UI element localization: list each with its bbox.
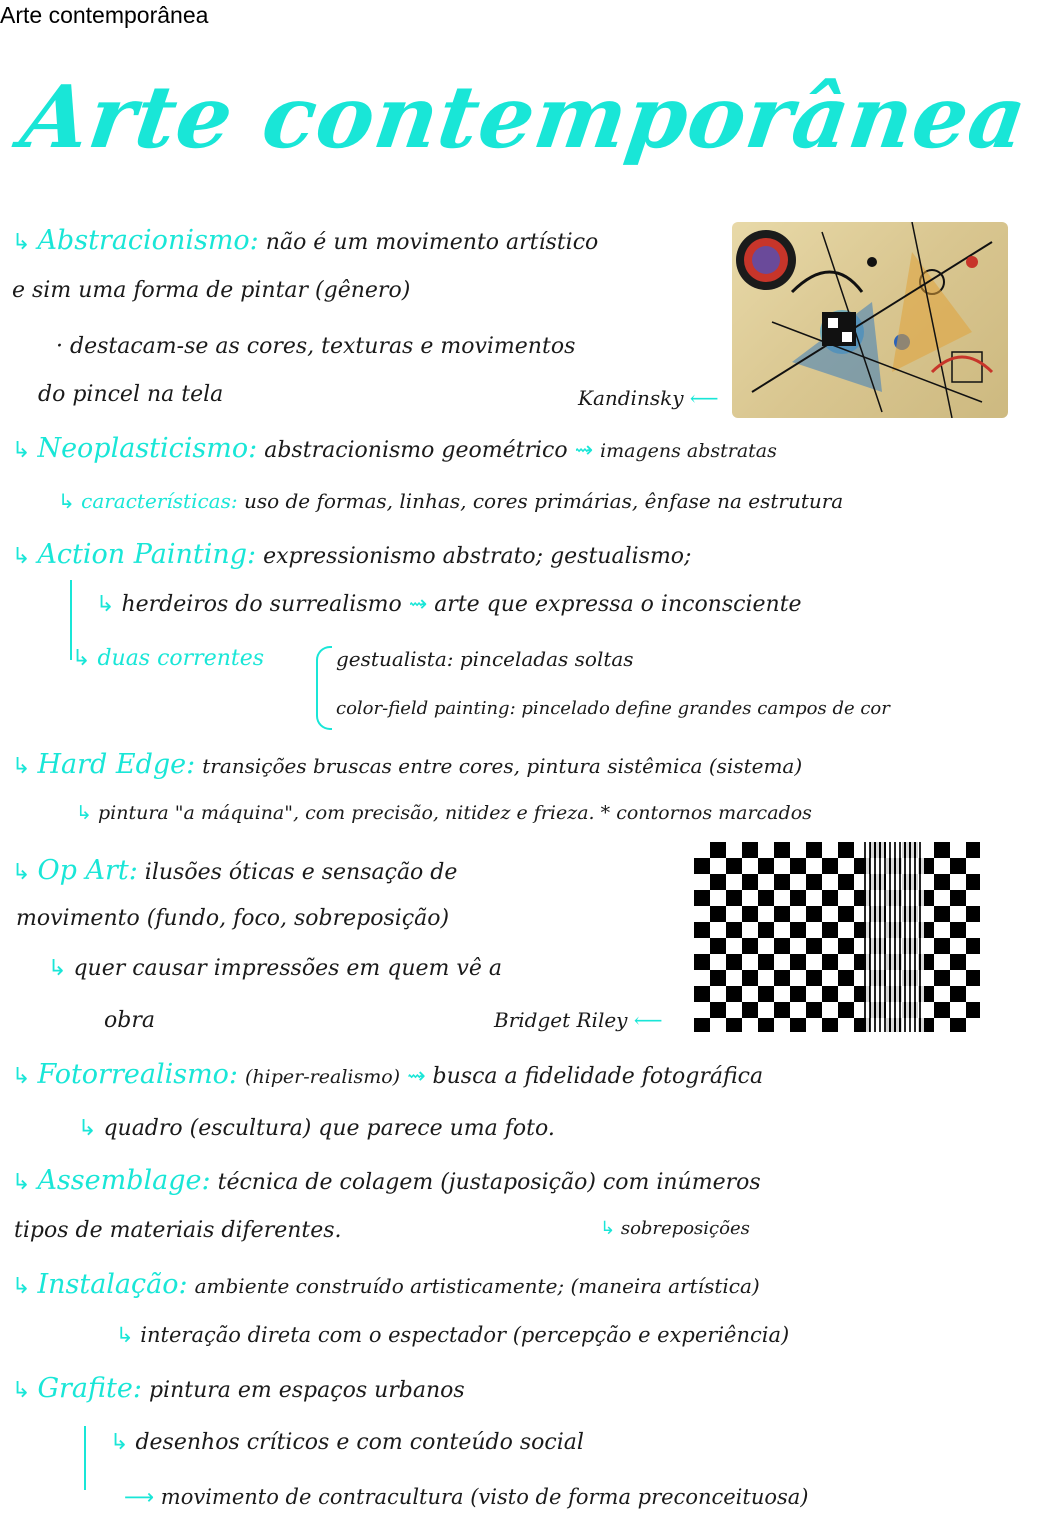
abstracionismo-text-4: do pincel na tela [38,382,224,407]
action-text-2b: arte que expressa o inconsciente [434,592,802,617]
op-text-3: quer causar impressões em quem vê a [73,956,502,981]
grafite-line-2 [110,1428,584,1458]
neoplasticismo-text-1b: imagens abstratas [600,440,777,462]
hard-text-2b: * contornos marcados [600,802,812,824]
op-text-1: ilusões óticas e sensação de [144,860,458,885]
arrow-icon: ↳ [78,1116,97,1141]
arrow-icon: ↳ [96,592,115,617]
action-line-2 [96,590,802,620]
assemblage-note-text: sobreposições [620,1218,750,1239]
neoplasticismo-line-2 [58,486,843,516]
kandinsky-painting-svg [732,222,1008,418]
foto-line-1 [12,1060,763,1092]
foto-text-2: quadro (escultura) que parece uma foto. [103,1116,555,1141]
abstracionismo-text-1: não é um movimento artístico [265,230,599,255]
brace-icon [316,646,332,730]
abstracionismo-text-3: · destacam-se as cores, texturas e movimentos [56,334,576,359]
abstracionismo-text-2: e sim uma forma de pintar (gênero) [12,278,411,303]
assemblage-note [600,1214,750,1244]
op-line-2 [16,904,449,934]
op-line-4 [104,1006,155,1036]
arrow-icon: ↳ [600,1218,616,1239]
instalacao-text-1: ambiente construído artisticamente; (maneira artística) [194,1274,760,1298]
topic-instalacao: Instalação: [37,1269,188,1300]
hard-text-1: transições bruscas entre cores, pintura sistêmica (sistema) [202,754,803,778]
op-text-2: movimento (fundo, foco, sobreposição) [16,906,450,931]
bracket-line [84,1426,86,1490]
left-arrow-icon: ⟵ [689,386,719,410]
arrow-icon: ↳ [58,489,75,513]
neoplasticismo-line-1 [12,434,777,466]
squiggle-arrow-icon: ⇝ [407,1064,426,1089]
instalacao-text-2: interação direta com o espectador (percepção e experiência) [140,1323,790,1347]
page-title: Arte contemporânea [15,67,1033,168]
instalacao-line-2 [116,1320,789,1350]
arrow-icon: ↳ [76,802,92,824]
grafite-text-1: pintura em espaços urbanos [148,1378,465,1403]
topic-neoplasticismo: Neoplasticismo: [37,433,258,464]
topic-abstracionismo: Abstracionismo: [37,225,259,256]
foto-line-2 [78,1114,555,1144]
topic-grafite: Grafite: [37,1373,142,1404]
arrow-icon: ↳ [12,1378,31,1403]
neoplasticismo-text-2: uso de formas, linhas, cores primárias, ênfase na estrutura [243,489,844,513]
action-line-3 [72,644,264,674]
action-text-4: color-field painting: pincelado define grandes campos de cor [336,698,890,719]
caption-kandinsky: Kandinsky ⟵ [578,386,719,410]
hard-text-2: pintura "a máquina", com precisão, nitidez e frieza. [97,802,595,824]
left-arrow-icon: ⟵ [633,1008,663,1032]
neoplasticismo-text-1: abstracionismo geométrico [264,438,568,463]
instalacao-line-1 [12,1270,760,1302]
topic-action-painting: Action Painting: [37,539,257,570]
foto-text-1b: busca a fidelidade fotográfica [432,1064,764,1089]
arrow-icon: ↳ [110,1430,129,1455]
arrow-icon: ↳ [116,1323,134,1347]
assemblage-text-2: tipos de materiais diferentes. [14,1218,342,1243]
op-art-stripe [864,842,924,1032]
arrow-icon: ↳ [12,754,31,779]
kandinsky-painting [732,222,1008,418]
arrow-icon: ↳ [12,1064,31,1089]
action-line-1 [12,540,691,572]
grafite-text-3: movimento de contracultura (visto de forma preconceituosa) [160,1485,809,1509]
abstracionismo-line-2 [12,276,410,306]
arrow-icon: ↳ [12,230,31,255]
arrow-icon: ↳ [48,956,67,981]
abstracionismo-line-4 [38,380,223,410]
arrow-icon: ⟶ [124,1485,155,1509]
hard-line-2 [76,798,812,828]
caption-bridget-riley: Bridget Riley ⟵ [494,1008,663,1032]
squiggle-arrow-icon: ⇝ [408,592,428,617]
subtopic-duas-correntes: duas correntes [97,646,265,671]
arrow-icon: ↳ [12,438,31,463]
topic-op-art: Op Art: [37,855,138,886]
op-art-painting [694,842,980,1032]
op-line-1 [12,856,457,888]
arrow-icon: ↳ [72,646,91,671]
squiggle-arrow-icon: ⇝ [574,438,594,463]
abstracionismo-line-1 [12,226,598,258]
action-text-1: expressionismo abstrato; gestualismo; [263,544,692,569]
topic-fotorrealismo: Fotorrealismo: [37,1059,239,1090]
arrow-icon: ↳ [12,544,31,569]
abstracionismo-line-3 [56,332,575,362]
action-text-2: herdeiros do surrealismo [121,592,402,617]
arrow-icon: ↳ [12,860,31,885]
grafite-text-2: desenhos críticos e com conteúdo social [135,1430,584,1455]
action-line-5 [336,694,890,724]
hard-line-1 [12,750,802,782]
grafite-line-1 [12,1374,465,1406]
action-line-4 [336,644,634,674]
op-text-4: obra [104,1008,155,1033]
topic-hard-edge: Hard Edge: [37,749,196,780]
grafite-line-3 [124,1482,809,1512]
assemblage-text-1: técnica de colagem (justaposição) com inúmeros [217,1170,761,1195]
topic-assemblage: Assemblage: [37,1165,211,1196]
assemblage-line-1 [12,1166,761,1198]
subtopic-caracteristicas: características: [81,489,238,513]
action-text-3: gestualista: pinceladas soltas [336,647,634,671]
arrow-icon: ↳ [12,1170,31,1195]
foto-text-1: (hiper-realismo) [245,1066,401,1088]
assemblage-line-2 [14,1216,342,1246]
document-header: Arte contemporânea [0,2,209,28]
op-line-3 [48,954,502,984]
arrow-icon: ↳ [12,1274,31,1299]
